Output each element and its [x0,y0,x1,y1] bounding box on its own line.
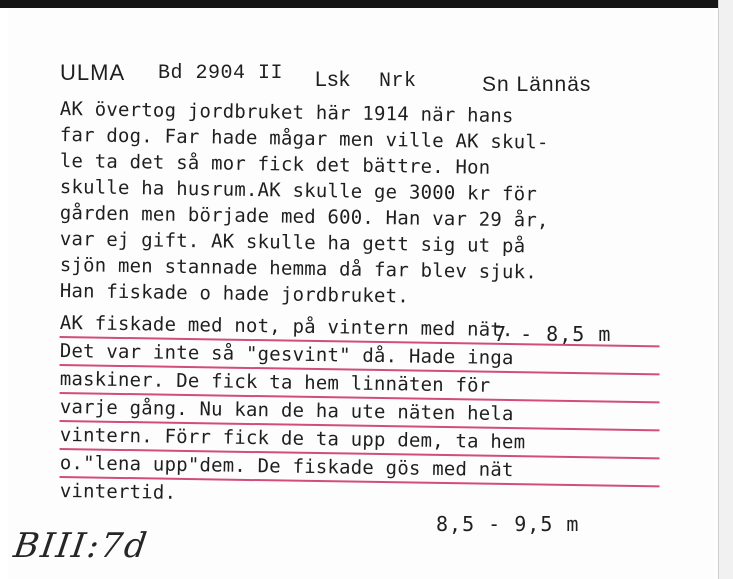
text-line-underlined: vintern. Förr fick de ta upp dem, ta hem [60,422,660,459]
handwritten-catalogue-mark: BIII:7d [11,526,151,566]
header-region-1: Lsk [315,68,351,91]
header-region-2: Nrk [379,70,417,93]
text-line: gården men började med 600. Han var 29 år, [59,201,549,232]
text-line-underlined: maskiner. De fick ta hem linnäten för [60,366,660,403]
header-name: ULMA [60,60,126,85]
text-line-underlined: o."lena upp"dem. De fiskade gös med nät [60,450,660,487]
card-edge [718,0,733,579]
text-line: Han fiskade o hade jordbruket. [59,279,410,308]
text-line: le ta det så mor fick det bättre. Hon [59,149,491,179]
text-line: vintertid. [59,479,177,504]
header-parish: Sn Lännäs [482,73,592,96]
header-code: Bd 2904 II [158,62,284,85]
text-line: far dog. Far hade mågar men ville AK skul- [59,123,549,154]
text-line: AK övertog jordbruket här 1914 när hans [59,97,514,128]
text-line-underlined: AK fiskade med not, på vintern med nät. [60,310,660,347]
text-line: sjön men stannade hemma då far blev sjuk. [59,253,538,284]
text-line: skulle ha husrum.AK skulle ge 3000 kr för [59,175,538,206]
top-border [0,0,733,8]
card-text [60,96,660,504]
text-line-underlined: Det var inte så "gesvint" då. Hade inga [60,338,660,375]
text-line: var ej gift. AK skulle ha gett sig ut på [59,227,526,258]
depth-measure-2: 8,5 - 9,5 m [436,512,580,536]
depth-measure-1: 7 - 8,5 m [494,322,612,346]
text-line-underlined: varje gång. Nu kan de ha ute näten hela [60,394,660,431]
